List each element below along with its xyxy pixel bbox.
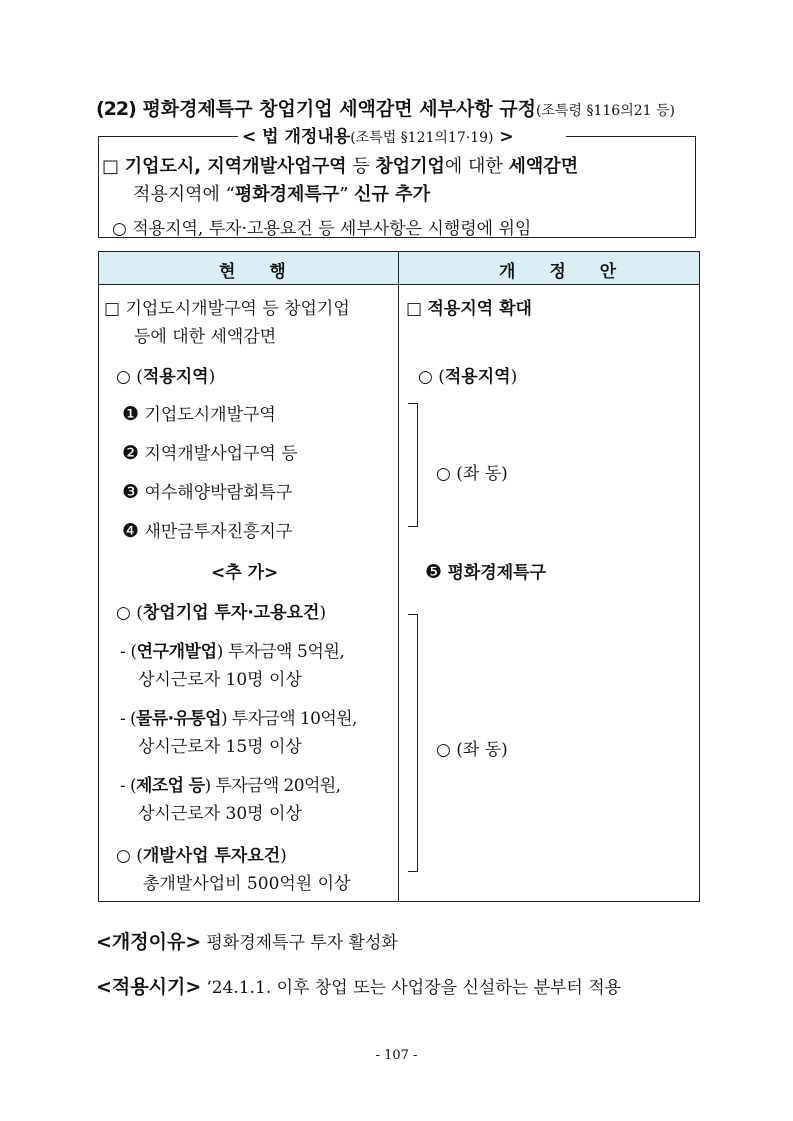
current-rd-line-1 [120, 637, 345, 662]
current-dev-open: ○ ( [116, 846, 143, 866]
amendment-reason-text: 평화경제특구 투자 활성화 [206, 933, 398, 953]
current-region-3 [122, 478, 292, 503]
application-timing-label: <적용시기> [96, 976, 202, 998]
current-region-1-text: 기업도시개발구역 [144, 405, 276, 425]
proposed-region-close: ) [510, 367, 518, 387]
current-region-4 [122, 517, 292, 542]
proposed-same-as-left-2: ○ (좌 동) [436, 740, 508, 760]
current-req-label: 창업기업 투자·고용요건 [142, 603, 320, 623]
current-development-line-2: 총개발사업비 500억원 이상 [143, 874, 351, 894]
current-req-close: ) [319, 603, 327, 623]
current-region-2 [122, 439, 298, 464]
current-rd-pre: - ( [120, 642, 137, 662]
proposed-item-label: 적용지역 확대 [427, 299, 532, 319]
law-line1-tax-reduction: 세액감면 [508, 156, 579, 177]
table-header-row [99, 252, 699, 285]
current-region-2-text: 지역개발사업구역 등 [144, 444, 298, 464]
proposed-region-5 [425, 558, 546, 583]
application-timing [96, 972, 621, 999]
law-box-line-1 [102, 152, 578, 178]
amendment-reason [96, 927, 398, 954]
amendment-reason-label: <개정이유> [96, 931, 202, 953]
law-line1-regions: 기업도시, 지역개발사업구역 [124, 156, 347, 177]
law-line1-startup: 창업기업 [375, 156, 445, 177]
current-dev-label: 개발사업 투자요건 [142, 846, 281, 866]
law-box-header-reference: (조특법 §121의17·19) [350, 130, 494, 146]
current-mf-pre: - ( [120, 776, 136, 796]
current-req-open: ○ ( [116, 603, 143, 623]
section-title-text: 평화경제특구 창업기업 세액감면 세부사항 규정 [142, 98, 536, 120]
current-manufacturing-line-1 [120, 771, 340, 796]
current-region-3-text: 여수해양박람회특구 [144, 483, 293, 503]
current-logistics-line-2: 상시근로자 15명 이상 [138, 737, 302, 757]
page-number: - 107 - [375, 1048, 418, 1063]
table-column-divider [398, 252, 399, 901]
proposed-region-5-text: 평화경제특구 [447, 563, 546, 583]
table-header-current: 현 행 [219, 262, 300, 282]
current-item-line-1: □ 기업도시개발구역 등 창업기업 [104, 299, 350, 319]
current-development-heading [116, 841, 287, 866]
law-line2-peace-zone: 평화경제특구 [234, 184, 340, 205]
application-timing-text: ‘24.1.1. 이후 창업 또는 사업장을 신설하는 분부터 적용 [206, 978, 622, 998]
number-3-icon: ❸ [122, 481, 140, 503]
region-bracket [408, 403, 418, 527]
law-line1-text: 등 [346, 156, 376, 177]
proposed-region-heading [418, 362, 517, 387]
current-lg-pre: - ( [120, 709, 136, 729]
current-rd-line-2: 상시근로자 10명 이상 [138, 670, 302, 690]
current-rd-label: 연구개발업 [136, 642, 217, 662]
proposed-same-as-left-1: ○ (좌 동) [436, 464, 508, 484]
current-addition-label: <추 가> [211, 563, 279, 583]
current-region-open: ○ ( [116, 367, 143, 387]
current-mf-post: ) 투자금액 20억원, [204, 776, 341, 796]
current-region-label: 적용지역 [142, 367, 209, 387]
law-box-header-close: > [493, 127, 514, 147]
current-rd-post: ) 투자금액 5억원, [216, 642, 345, 662]
law-box-line-3: ○ 적용지역, 투자·고용요건 등 세부사항은 시행령에 위임 [112, 219, 532, 239]
table-header-proposed: 개 정 안 [499, 262, 631, 282]
current-region-close: ) [208, 367, 216, 387]
proposed-region-open: ○ ( [418, 367, 445, 387]
current-dev-close: ) [280, 846, 287, 866]
number-2-icon: ❷ [122, 442, 140, 464]
current-manufacturing-line-2: 상시근로자 30명 이상 [138, 804, 302, 824]
law-line2-text: 적용지역에 “ [133, 184, 235, 205]
law-line1-text2: 에 대한 [444, 156, 509, 177]
section-title-reference: (조특령 §116의21 등) [535, 103, 675, 119]
law-line2-new-addition: 신규 추가 [354, 184, 430, 205]
checkbox-square-icon: □ [102, 156, 120, 177]
section-title [96, 94, 675, 121]
current-region-heading [116, 362, 215, 387]
number-1-icon: ❶ [122, 403, 140, 425]
proposed-item-1 [406, 294, 532, 319]
current-lg-label: 물류·유통업 [135, 709, 221, 729]
current-mf-label: 제조업 등 [135, 776, 205, 796]
number-5-icon: ❺ [425, 561, 443, 583]
current-logistics-line-1 [120, 704, 357, 729]
current-region-4-text: 새만금투자진흥지구 [144, 522, 293, 542]
requirement-bracket [408, 614, 418, 872]
law-line2-quote: ” [339, 184, 355, 205]
section-number: (22) [96, 98, 136, 120]
current-region-1 [122, 400, 276, 425]
current-lg-post: ) 투자금액 10억원, [220, 709, 357, 729]
proposed-region-label: 적용지역 [444, 367, 511, 387]
law-box-line-2 [133, 180, 430, 206]
current-requirement-heading [116, 598, 326, 623]
current-item-line-2: 등에 대한 세액감면 [134, 327, 277, 347]
number-4-icon: ❹ [122, 520, 140, 542]
proposed-item-box: □ [406, 299, 428, 319]
law-box-header-label: < 법 개정내용 [242, 127, 351, 147]
